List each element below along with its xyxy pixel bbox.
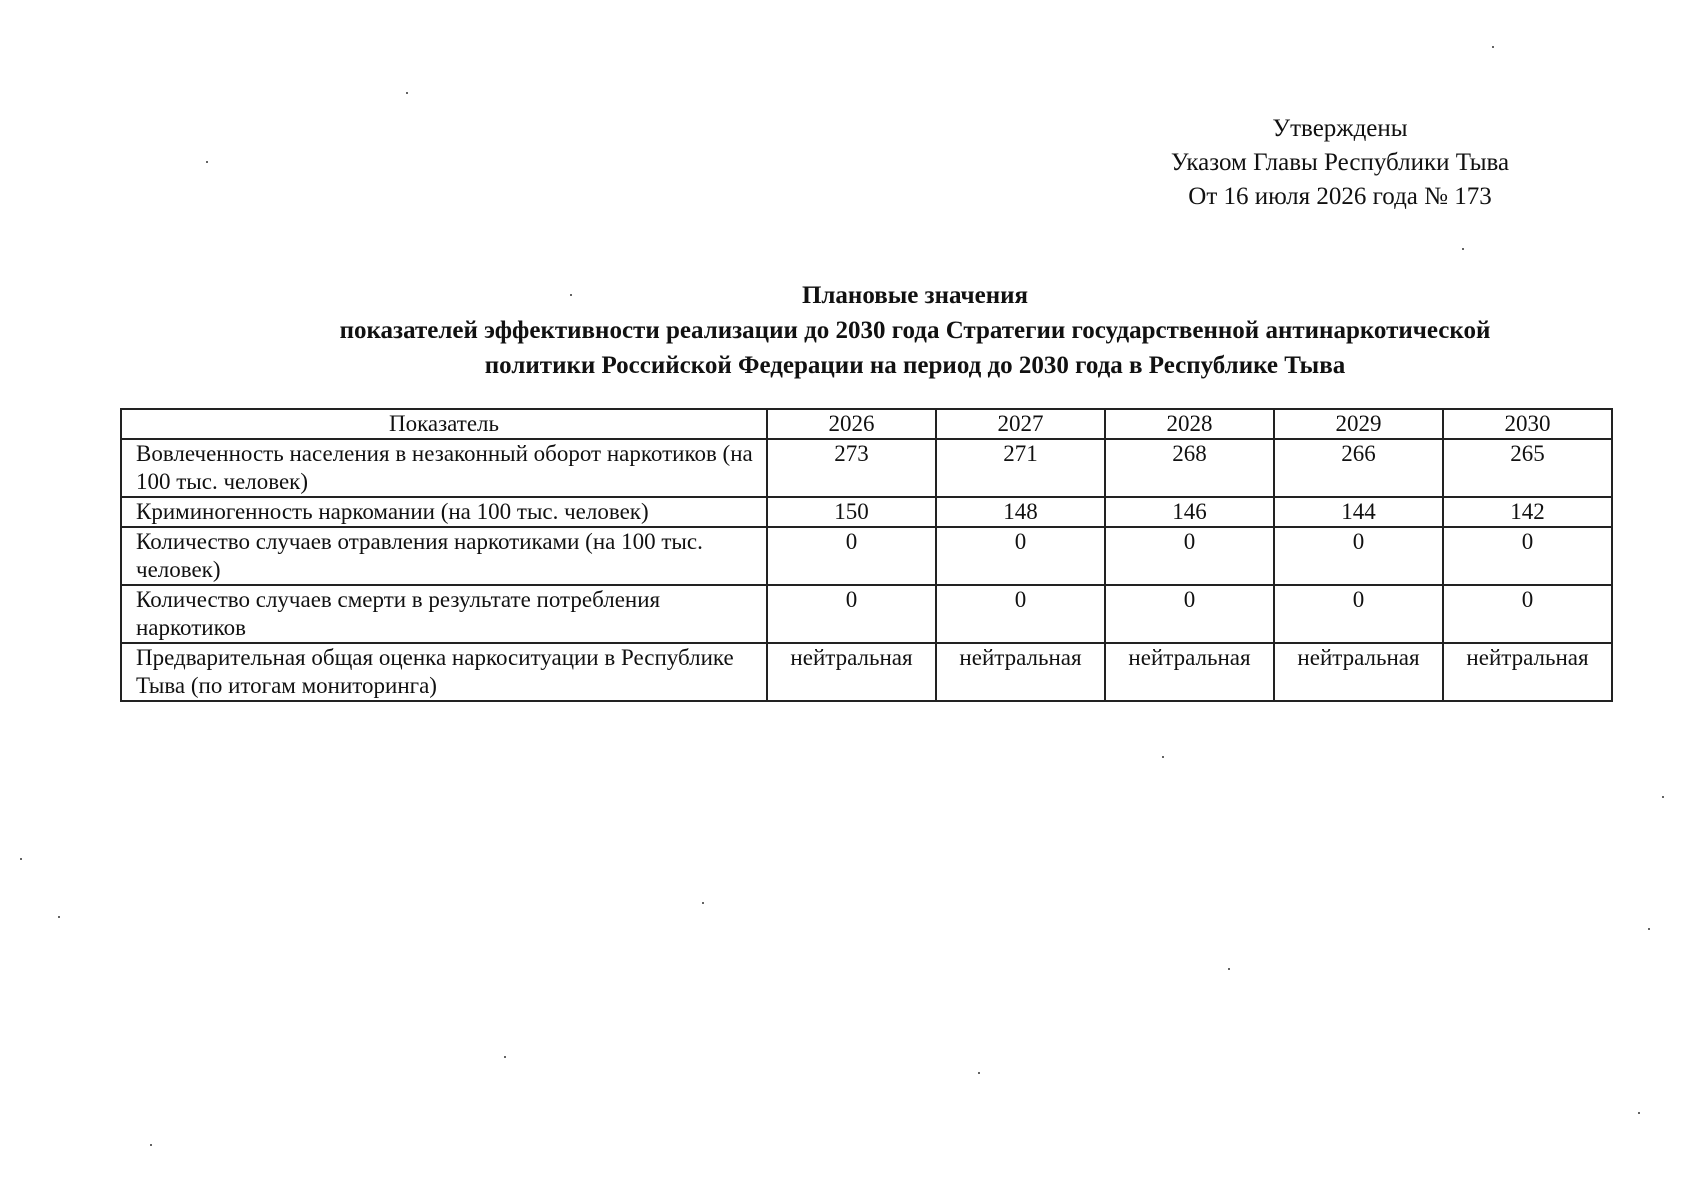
cell-value: 0 bbox=[936, 585, 1105, 643]
cell-value: 0 bbox=[1105, 585, 1274, 643]
cell-value: 142 bbox=[1443, 497, 1612, 527]
scan-speck bbox=[978, 1072, 980, 1074]
approval-block bbox=[1130, 112, 1550, 214]
cell-value: 0 bbox=[1274, 585, 1443, 643]
cell-value: 0 bbox=[1274, 527, 1443, 585]
title-line-1: Плановые значения bbox=[801, 282, 1029, 309]
indicators-table bbox=[120, 408, 1613, 702]
scan-speck bbox=[504, 1056, 506, 1058]
scan-speck bbox=[150, 1144, 152, 1146]
cell-value: 150 bbox=[767, 497, 936, 527]
row-label: Предварительная общая оценка наркоситуации в Республике Тыва (по итогам мониторинга) bbox=[121, 643, 767, 701]
cell-value: 146 bbox=[1105, 497, 1274, 527]
row-label: Криминогенность наркомании (на 100 тыс. человек) bbox=[121, 497, 767, 527]
cell-value: 271 bbox=[936, 439, 1105, 497]
cell-value: 0 bbox=[1443, 585, 1612, 643]
scan-speck bbox=[1462, 248, 1464, 250]
cell-value: 0 bbox=[936, 527, 1105, 585]
cell-value: 0 bbox=[1443, 527, 1612, 585]
scan-speck bbox=[1228, 968, 1230, 970]
scan-speck bbox=[1648, 928, 1650, 930]
cell-value: 0 bbox=[767, 585, 936, 643]
cell-value: нейтральная bbox=[767, 643, 936, 701]
cell-value: 273 bbox=[767, 439, 936, 497]
title-line-3: политики Российской Федерации на период до 2030 года в Республике Тыва bbox=[484, 352, 1346, 379]
scan-speck bbox=[1638, 1112, 1640, 1114]
cell-value: 144 bbox=[1274, 497, 1443, 527]
row-label: Количество случаев смерти в результате потребления наркотиков bbox=[121, 585, 767, 643]
approval-line-date: От 16 июля 2026 года № 173 bbox=[1188, 183, 1492, 210]
cell-value: нейтральная bbox=[936, 643, 1105, 701]
header-year-2028: 2028 bbox=[1105, 409, 1274, 439]
cell-value: нейтральная bbox=[1274, 643, 1443, 701]
scan-speck bbox=[702, 902, 704, 904]
scan-speck bbox=[20, 858, 22, 860]
cell-value: 0 bbox=[767, 527, 936, 585]
scan-speck bbox=[1662, 796, 1664, 798]
scan-speck bbox=[1162, 756, 1164, 758]
scan-speck bbox=[206, 161, 208, 163]
table-row bbox=[121, 497, 1612, 527]
cell-value: нейтральная bbox=[1105, 643, 1274, 701]
cell-value: нейтральная bbox=[1443, 643, 1612, 701]
cell-value: 266 bbox=[1274, 439, 1443, 497]
scan-speck bbox=[58, 916, 60, 918]
table-row bbox=[121, 439, 1612, 497]
cell-value: 148 bbox=[936, 497, 1105, 527]
cell-value: 268 bbox=[1105, 439, 1274, 497]
header-year-2026: 2026 bbox=[767, 409, 936, 439]
table-row bbox=[121, 527, 1612, 585]
scan-speck bbox=[1492, 46, 1494, 48]
header-year-2029: 2029 bbox=[1274, 409, 1443, 439]
header-year-2030: 2030 bbox=[1443, 409, 1612, 439]
table-header-row bbox=[121, 409, 1612, 439]
table-row bbox=[121, 585, 1612, 643]
cell-value: 265 bbox=[1443, 439, 1612, 497]
cell-value: 0 bbox=[1105, 527, 1274, 585]
approval-line-approved: Утверждены bbox=[1272, 115, 1408, 142]
header-year-2027: 2027 bbox=[936, 409, 1105, 439]
header-indicator: Показатель bbox=[121, 409, 767, 439]
document-title bbox=[230, 278, 1600, 383]
row-label: Вовлеченность населения в незаконный оборот наркотиков (на 100 тыс. человек) bbox=[121, 439, 767, 497]
approval-line-decree: Указом Главы Республики Тыва bbox=[1170, 149, 1510, 176]
table-row bbox=[121, 643, 1612, 701]
scan-speck bbox=[570, 294, 572, 296]
title-line-2: показателей эффективности реализации до 2030 года Стратегии государственной антинаркотической bbox=[339, 317, 1491, 344]
row-label: Количество случаев отравления наркотиками (на 100 тыс. человек) bbox=[121, 527, 767, 585]
scan-speck bbox=[406, 92, 408, 94]
